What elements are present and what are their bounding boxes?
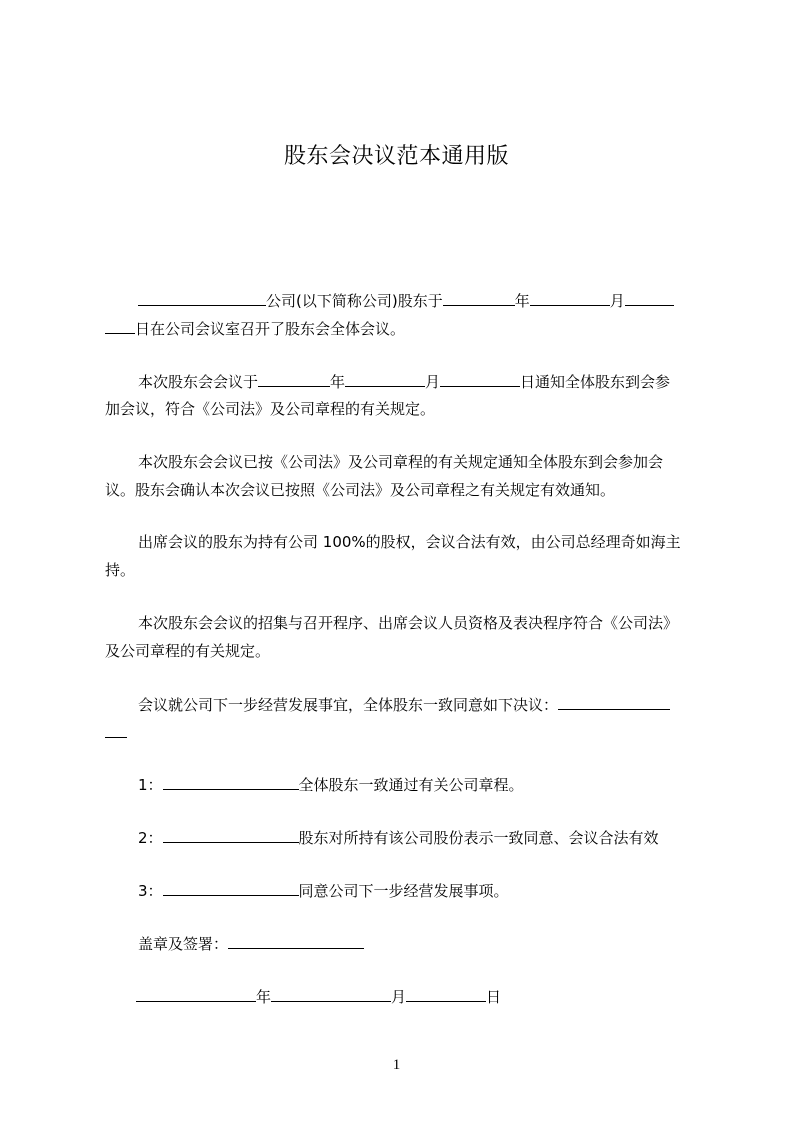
month-blank[interactable] bbox=[530, 290, 610, 306]
resolution-item bbox=[138, 880, 509, 901]
signature-year-label: 年 bbox=[256, 988, 272, 1006]
paragraph-line bbox=[138, 371, 670, 392]
paragraph-line: 出席会议的股东为持有公司 100%的股权，会议合法有效，由公司总经理奇如海主 bbox=[138, 533, 681, 551]
paragraph-text: 会议就公司下一步经营发展事宜，全体股东一致同意如下决议： bbox=[138, 696, 559, 714]
paragraph-line: 本次股东会会议的招集与召开程序、出席会议人员资格及表决程序符合《公司法》 bbox=[138, 614, 679, 632]
page-title: 股东会决议范本通用版 bbox=[283, 144, 509, 169]
resolution-blank-part1[interactable] bbox=[558, 694, 670, 710]
year-blank[interactable] bbox=[443, 290, 515, 306]
day-blank[interactable] bbox=[440, 371, 520, 387]
paragraph-text: 公司(以下简称公司)股东于 bbox=[266, 292, 443, 310]
resolution-item bbox=[138, 827, 659, 848]
resolution-blank[interactable] bbox=[163, 774, 299, 790]
resolution-item bbox=[138, 774, 524, 795]
signature-line bbox=[138, 933, 364, 954]
paragraph-line bbox=[105, 318, 405, 339]
signature-month-label: 月 bbox=[391, 988, 407, 1006]
paragraph-line: 本次股东会会议已按《公司法》及公司章程的有关规定通知全体股东到会参加会 bbox=[138, 453, 664, 471]
paragraph-line bbox=[138, 290, 674, 311]
year-blank[interactable] bbox=[136, 986, 256, 1002]
resolution-text: 全体股东一致通过有关公司章程。 bbox=[298, 776, 524, 794]
resolution-blank-part2[interactable] bbox=[105, 722, 127, 738]
paragraph-line: 持。 bbox=[105, 561, 136, 579]
paragraph-text: 本次股东会会议于 bbox=[138, 373, 259, 391]
resolution-text: 股东对所持有该公司股份表示一致同意、会议合法有效 bbox=[298, 829, 659, 847]
page-number: 1 bbox=[392, 1057, 401, 1073]
signature-label: 盖章及签署： bbox=[138, 935, 229, 953]
year-blank[interactable] bbox=[258, 371, 330, 387]
signature-date-line bbox=[136, 986, 501, 1007]
company-name-blank[interactable] bbox=[138, 290, 266, 306]
resolution-blank[interactable] bbox=[163, 880, 299, 896]
paragraph-text: 年 bbox=[330, 373, 346, 391]
resolution-number: 3： bbox=[138, 882, 163, 900]
paragraph-line bbox=[105, 722, 127, 743]
month-blank[interactable] bbox=[345, 371, 425, 387]
paragraph-text: 月 bbox=[609, 292, 625, 310]
resolution-blank[interactable] bbox=[163, 827, 299, 843]
paragraph-text: 月 bbox=[425, 373, 441, 391]
resolution-text: 同意公司下一步经营发展事项。 bbox=[298, 882, 509, 900]
resolution-number: 1： bbox=[138, 776, 163, 794]
paragraph-line: 及公司章程的有关规定。 bbox=[105, 642, 271, 660]
day-blank-part2[interactable] bbox=[105, 318, 135, 334]
paragraph-text: 年 bbox=[514, 292, 530, 310]
paragraph-text: 日通知全体股东到会参 bbox=[520, 373, 671, 391]
paragraph-text: 日在公司会议室召开了股东会全体会议。 bbox=[135, 320, 406, 338]
day-blank[interactable] bbox=[406, 986, 486, 1002]
paragraph-line: 加会议，符合《公司法》及公司章程的有关规定。 bbox=[105, 400, 436, 418]
paragraph-line bbox=[138, 694, 670, 715]
resolution-number: 2： bbox=[138, 829, 163, 847]
signature-blank[interactable] bbox=[228, 933, 364, 949]
paragraph-line: 议。股东会确认本次会议已按照《公司法》及公司章程之有关规定有效通知。 bbox=[105, 481, 616, 499]
month-blank[interactable] bbox=[271, 986, 391, 1002]
signature-day-label: 日 bbox=[486, 988, 502, 1006]
day-blank-part1[interactable] bbox=[625, 290, 674, 306]
